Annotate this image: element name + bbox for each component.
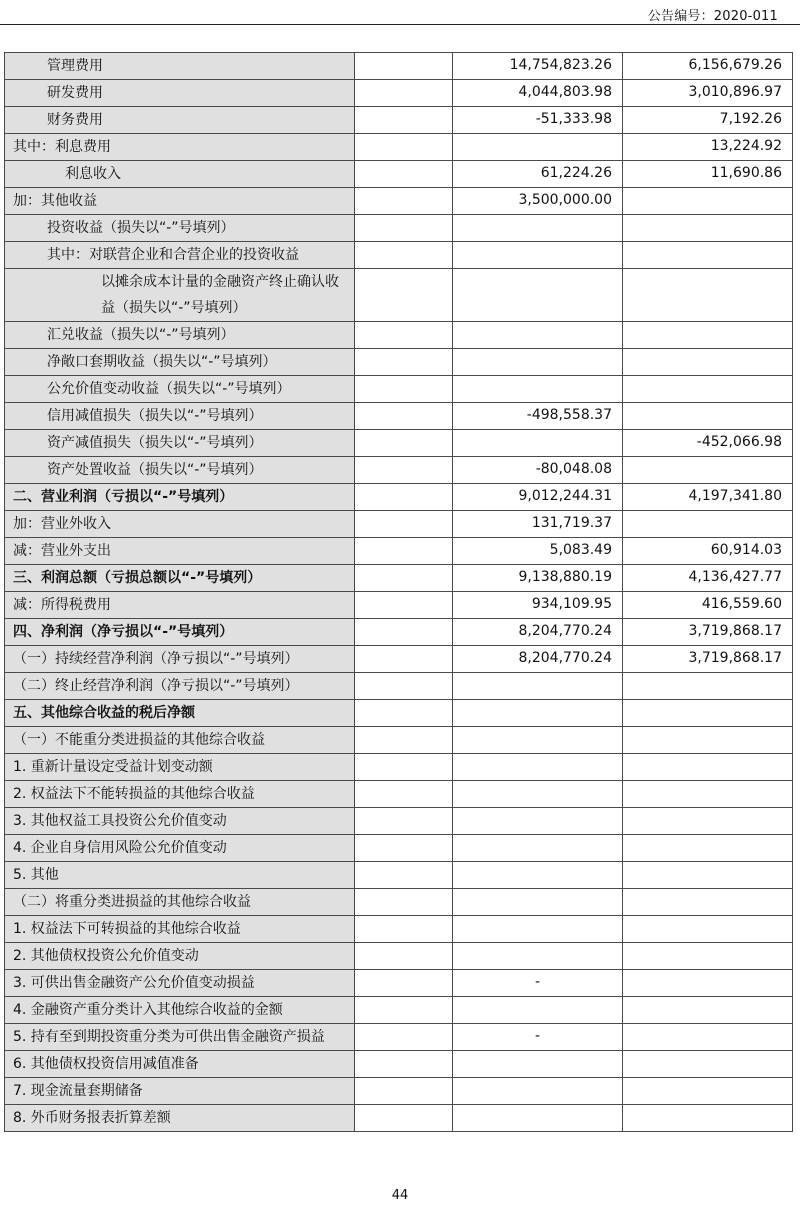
- value-cell-c1: [355, 619, 453, 646]
- table-row: [5, 916, 793, 943]
- value-cell-c1: [355, 53, 453, 80]
- value-cell-c3: [623, 700, 793, 727]
- value-cell-c3: [623, 511, 793, 538]
- row-label: 3. 其他权益工具投资公允价值变动: [5, 808, 355, 835]
- value-cell-c3: [623, 727, 793, 754]
- value-cell-c3: [623, 215, 793, 242]
- table-row: [5, 592, 793, 619]
- value-cell-c2: 8,204,770.24: [453, 646, 623, 673]
- value-cell-c3: 3,719,868.17: [623, 646, 793, 673]
- value-cell-c1: [355, 1051, 453, 1078]
- value-cell-c3: [623, 889, 793, 916]
- row-label: 5. 其他: [5, 862, 355, 889]
- table-row: [5, 484, 793, 511]
- value-cell-c2: [453, 1105, 623, 1132]
- value-cell-c3: [623, 1105, 793, 1132]
- row-label: 加：其他收益: [5, 188, 355, 215]
- value-cell-c3: [623, 781, 793, 808]
- value-cell-c3: [623, 835, 793, 862]
- value-cell-c1: [355, 188, 453, 215]
- value-cell-c1: [355, 403, 453, 430]
- value-cell-c2: [453, 943, 623, 970]
- value-cell-c2: -: [453, 970, 623, 997]
- row-label: 2. 其他债权投资公允价值变动: [5, 943, 355, 970]
- table-row: [5, 943, 793, 970]
- value-cell-c1: [355, 376, 453, 403]
- table-row: [5, 511, 793, 538]
- table-row: [5, 808, 793, 835]
- row-label: 2. 权益法下不能转损益的其他综合收益: [5, 781, 355, 808]
- value-cell-c2: [453, 1078, 623, 1105]
- value-cell-c3: -452,066.98: [623, 430, 793, 457]
- value-cell-c1: [355, 700, 453, 727]
- value-cell-c3: [623, 754, 793, 781]
- row-label: 研发费用: [5, 80, 355, 107]
- row-label: （二）将重分类进损益的其他综合收益: [5, 889, 355, 916]
- value-cell-c2: 8,204,770.24: [453, 619, 623, 646]
- value-cell-c3: [623, 457, 793, 484]
- table-row: [5, 269, 793, 322]
- value-cell-c2: 3,500,000.00: [453, 188, 623, 215]
- value-cell-c3: [623, 1078, 793, 1105]
- table-row: [5, 1078, 793, 1105]
- row-label: 减：营业外支出: [5, 538, 355, 565]
- table-row: [5, 565, 793, 592]
- value-cell-c1: [355, 673, 453, 700]
- table-row: [5, 889, 793, 916]
- table-row: [5, 188, 793, 215]
- value-cell-c3: [623, 349, 793, 376]
- value-cell-c3: [623, 403, 793, 430]
- value-cell-c1: [355, 322, 453, 349]
- row-label: 二、营业利润（亏损以“-”号填列）: [5, 484, 355, 511]
- value-cell-c2: [453, 349, 623, 376]
- row-label: 加：营业外收入: [5, 511, 355, 538]
- row-label: 财务费用: [5, 107, 355, 134]
- page-header: [0, 0, 800, 26]
- value-cell-c1: [355, 727, 453, 754]
- value-cell-c1: [355, 1024, 453, 1051]
- table-row: [5, 727, 793, 754]
- value-cell-c2: -: [453, 1024, 623, 1051]
- table-row: [5, 322, 793, 349]
- header-rule: [0, 24, 800, 25]
- table-row: [5, 349, 793, 376]
- value-cell-c3: [623, 916, 793, 943]
- value-cell-c3: [623, 943, 793, 970]
- table-row: [5, 80, 793, 107]
- value-cell-c2: [453, 997, 623, 1024]
- row-label: 7. 现金流量套期储备: [5, 1078, 355, 1105]
- value-cell-c1: [355, 808, 453, 835]
- row-label: 4. 企业自身信用风险公允价值变动: [5, 835, 355, 862]
- value-cell-c2: 14,754,823.26: [453, 53, 623, 80]
- value-cell-c2: [453, 781, 623, 808]
- row-label: 资产减值损失（损失以“-”号填列）: [5, 430, 355, 457]
- value-cell-c3: [623, 997, 793, 1024]
- table-row: [5, 161, 793, 188]
- value-cell-c2: 934,109.95: [453, 592, 623, 619]
- table-row: [5, 107, 793, 134]
- row-label: 其中：利息费用: [5, 134, 355, 161]
- row-label: 5. 持有至到期投资重分类为可供出售金融资产损益: [5, 1024, 355, 1051]
- income-statement-table: [4, 52, 793, 1132]
- value-cell-c2: [453, 862, 623, 889]
- value-cell-c3: [623, 376, 793, 403]
- table-row: [5, 619, 793, 646]
- value-cell-c3: [623, 269, 793, 322]
- value-cell-c1: [355, 242, 453, 269]
- row-label: 减：所得税费用: [5, 592, 355, 619]
- table-row: [5, 1051, 793, 1078]
- value-cell-c1: [355, 889, 453, 916]
- row-label: 投资收益（损失以“-”号填列）: [5, 215, 355, 242]
- value-cell-c3: [623, 322, 793, 349]
- value-cell-c1: [355, 269, 453, 322]
- table-row: [5, 1024, 793, 1051]
- table-row: [5, 862, 793, 889]
- table-row: [5, 134, 793, 161]
- value-cell-c1: [355, 538, 453, 565]
- value-cell-c1: [355, 916, 453, 943]
- row-label: 8. 外币财务报表折算差额: [5, 1105, 355, 1132]
- value-cell-c2: [453, 700, 623, 727]
- value-cell-c3: [623, 188, 793, 215]
- value-cell-c3: [623, 970, 793, 997]
- value-cell-c3: [623, 673, 793, 700]
- value-cell-c3: [623, 1024, 793, 1051]
- value-cell-c3: 7,192.26: [623, 107, 793, 134]
- value-cell-c2: 5,083.49: [453, 538, 623, 565]
- table-row: [5, 997, 793, 1024]
- row-label: 五、其他综合收益的税后净额: [5, 700, 355, 727]
- table-row: [5, 970, 793, 997]
- row-label: （二）终止经营净利润（净亏损以“-”号填列）: [5, 673, 355, 700]
- value-cell-c3: 4,136,427.77: [623, 565, 793, 592]
- table-row: [5, 646, 793, 673]
- value-cell-c1: [355, 134, 453, 161]
- table-row: [5, 835, 793, 862]
- table-row: [5, 403, 793, 430]
- table-row: [5, 457, 793, 484]
- value-cell-c1: [355, 565, 453, 592]
- value-cell-c2: [453, 835, 623, 862]
- value-cell-c2: [453, 673, 623, 700]
- value-cell-c3: [623, 1051, 793, 1078]
- value-cell-c2: [453, 322, 623, 349]
- row-label: 净敞口套期收益（损失以“-”号填列）: [5, 349, 355, 376]
- value-cell-c3: 3,719,868.17: [623, 619, 793, 646]
- value-cell-c1: [355, 161, 453, 188]
- table-row: [5, 53, 793, 80]
- value-cell-c2: [453, 430, 623, 457]
- value-cell-c2: [453, 727, 623, 754]
- value-cell-c2: -498,558.37: [453, 403, 623, 430]
- value-cell-c1: [355, 646, 453, 673]
- row-label: 以摊余成本计量的金融资产终止确认收益（损失以“-”号填列）: [5, 269, 355, 322]
- value-cell-c1: [355, 592, 453, 619]
- value-cell-c2: [453, 1051, 623, 1078]
- value-cell-c1: [355, 349, 453, 376]
- page-number: 44: [391, 1188, 409, 1203]
- value-cell-c3: 4,197,341.80: [623, 484, 793, 511]
- value-cell-c2: -80,048.08: [453, 457, 623, 484]
- row-label: 3. 可供出售金融资产公允价值变动损益: [5, 970, 355, 997]
- table-row: [5, 430, 793, 457]
- value-cell-c2: [453, 269, 623, 322]
- value-cell-c1: [355, 215, 453, 242]
- table-row: [5, 376, 793, 403]
- value-cell-c1: [355, 484, 453, 511]
- value-cell-c1: [355, 80, 453, 107]
- value-cell-c1: [355, 835, 453, 862]
- value-cell-c2: 131,719.37: [453, 511, 623, 538]
- table-row: [5, 781, 793, 808]
- row-label: 资产处置收益（损失以“-”号填列）: [5, 457, 355, 484]
- row-label: 6. 其他债权投资信用减值准备: [5, 1051, 355, 1078]
- row-label: 公允价值变动收益（损失以“-”号填列）: [5, 376, 355, 403]
- value-cell-c3: 60,914.03: [623, 538, 793, 565]
- value-cell-c1: [355, 511, 453, 538]
- row-label: 1. 重新计量设定受益计划变动额: [5, 754, 355, 781]
- row-label: 汇兑收益（损失以“-”号填列）: [5, 322, 355, 349]
- row-label: 信用减值损失（损失以“-”号填列）: [5, 403, 355, 430]
- value-cell-c3: 11,690.86: [623, 161, 793, 188]
- value-cell-c2: [453, 916, 623, 943]
- row-label: 4. 金融资产重分类计入其他综合收益的金额: [5, 997, 355, 1024]
- value-cell-c2: 61,224.26: [453, 161, 623, 188]
- value-cell-c3: [623, 242, 793, 269]
- row-label: （一）持续经营净利润（净亏损以“-”号填列）: [5, 646, 355, 673]
- value-cell-c3: 416,559.60: [623, 592, 793, 619]
- value-cell-c1: [355, 862, 453, 889]
- row-label: 四、净利润（净亏损以“-”号填列）: [5, 619, 355, 646]
- value-cell-c1: [355, 781, 453, 808]
- value-cell-c2: [453, 808, 623, 835]
- row-label: 管理费用: [5, 53, 355, 80]
- row-label: 其中：对联营企业和合营企业的投资收益: [5, 242, 355, 269]
- table-body: [5, 53, 793, 1132]
- value-cell-c1: [355, 970, 453, 997]
- row-label: 三、利润总额（亏损总额以“-”号填列）: [5, 565, 355, 592]
- value-cell-c1: [355, 457, 453, 484]
- value-cell-c2: [453, 754, 623, 781]
- value-cell-c2: 9,138,880.19: [453, 565, 623, 592]
- value-cell-c2: -51,333.98: [453, 107, 623, 134]
- value-cell-c3: [623, 862, 793, 889]
- value-cell-c3: [623, 808, 793, 835]
- value-cell-c3: 6,156,679.26: [623, 53, 793, 80]
- value-cell-c1: [355, 1078, 453, 1105]
- table-row: [5, 242, 793, 269]
- value-cell-c2: [453, 242, 623, 269]
- value-cell-c1: [355, 107, 453, 134]
- value-cell-c1: [355, 1105, 453, 1132]
- table-row: [5, 754, 793, 781]
- value-cell-c1: [355, 754, 453, 781]
- announcement-number: 公告编号：2020-011: [647, 9, 778, 24]
- value-cell-c2: [453, 215, 623, 242]
- table-row: [5, 215, 793, 242]
- value-cell-c3: 13,224.92: [623, 134, 793, 161]
- table-row: [5, 700, 793, 727]
- value-cell-c2: 9,012,244.31: [453, 484, 623, 511]
- row-label: 1. 权益法下可转损益的其他综合收益: [5, 916, 355, 943]
- value-cell-c2: [453, 889, 623, 916]
- table-row: [5, 538, 793, 565]
- table-row: [5, 673, 793, 700]
- row-label: 利息收入: [5, 161, 355, 188]
- value-cell-c2: [453, 376, 623, 403]
- value-cell-c2: 4,044,803.98: [453, 80, 623, 107]
- value-cell-c1: [355, 943, 453, 970]
- value-cell-c2: [453, 134, 623, 161]
- value-cell-c1: [355, 430, 453, 457]
- row-label: （一）不能重分类进损益的其他综合收益: [5, 727, 355, 754]
- value-cell-c3: 3,010,896.97: [623, 80, 793, 107]
- table-row: [5, 1105, 793, 1132]
- value-cell-c1: [355, 997, 453, 1024]
